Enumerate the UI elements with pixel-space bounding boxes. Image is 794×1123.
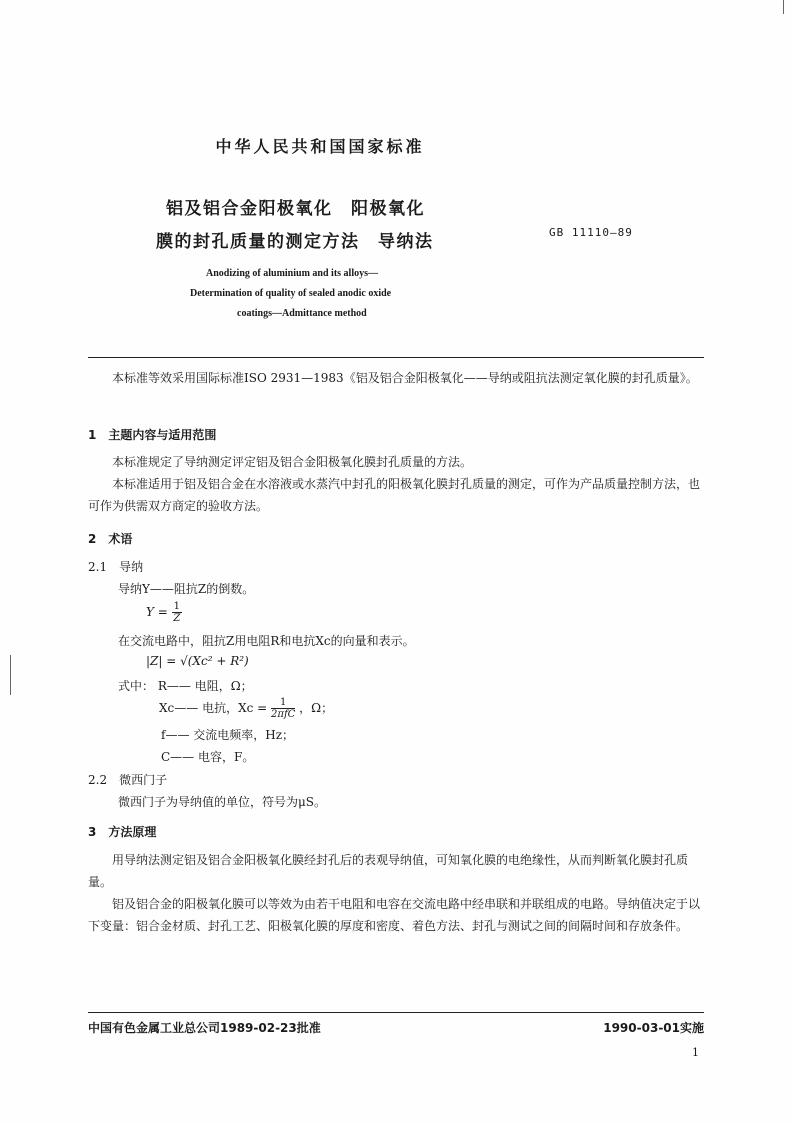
section-1-paragraph-2: 本标准适用于铝及铝合金在水溶液或水蒸汽中封孔的阳极氧化膜封孔质量的测定，可作为产品质量控制方法，也可作为供需双方商定的验收方法。 (88, 477, 701, 513)
english-title-line-1: Anodizing of aluminium and its alloys— (206, 268, 378, 279)
title-line-1: 铝及铝合金阳极氧化 阳极氧化 (166, 199, 425, 219)
reactance-numerator: 1 (271, 697, 295, 709)
section-1-heading: 1 主题内容与适用范围 (88, 428, 217, 442)
reactance-fraction (271, 697, 295, 720)
microsiemens-definition: 微西门子为导纳值的单位，符号为μS。 (118, 795, 327, 809)
equation-admittance-numerator: 1 (173, 601, 180, 612)
section-1-paragraph-1: 本标准规定了导纳测定评定铝及铝合金阳极氧化膜封孔质量的方法。 (112, 455, 473, 469)
equation-admittance-lhs: Y = (146, 605, 168, 619)
where-clause (118, 677, 253, 694)
where-xc-unit: ，Ω； (299, 701, 334, 715)
standard-number: GB 11110—89 (549, 226, 633, 239)
section-3-heading: 3 方法原理 (88, 825, 157, 839)
english-title-line-2: Determination of quality of sealed anodic oxide (190, 288, 392, 299)
where-f: f—— 交流电频率，Hz； (161, 728, 295, 742)
where-label: 式中： (118, 679, 155, 693)
where-r: R—— 电阻，Ω； (157, 679, 253, 693)
scan-margin-mark (10, 655, 11, 695)
equation-admittance (146, 601, 182, 624)
section-2-2-heading: 2.2 微西门子 (88, 773, 168, 787)
reactance-denominator: 2πfC (271, 709, 296, 720)
where-c: C—— 电容，F。 (161, 750, 255, 764)
equation-impedance: |Z| = √(Xc² + R²) (146, 654, 249, 668)
where-xc-text: Xc—— 电抗，Xc = (159, 701, 268, 715)
impedance-description: 在交流电路中，阻抗Z用电阻R和电抗Xc的向量和表示。 (118, 634, 415, 648)
national-standard-heading: 中华人民共和国国家标准 (215, 137, 425, 156)
page-number: 1 (692, 1046, 699, 1059)
equation-admittance-fraction (172, 601, 182, 624)
section-2-heading: 2 术语 (88, 532, 133, 546)
header-divider (88, 357, 704, 358)
equation-admittance-denominator: Z (173, 613, 181, 624)
where-xc (159, 697, 333, 720)
section-2-1-heading: 2.1 导纳 (88, 560, 144, 574)
admittance-definition: 导纳Y——阻抗Z的倒数。 (118, 582, 255, 596)
intro-paragraph: 本标准等效采用国际标准ISO 2931—1983《铝及铝合金阳极氧化——导纳或阻抗法测定氧化膜的封孔质量》。 (112, 371, 698, 385)
section-3-paragraph-1: 用导纳法测定铝及铝合金阳极氧化膜经封孔后的表观导纳值，可知氧化膜的电绝缘性，从而判断氧化膜封孔质量。 (88, 853, 689, 889)
approval-info: 中国有色金属工业总公司1989-02-23批准 (88, 1021, 321, 1035)
footer-divider (88, 1012, 704, 1013)
effective-date: 1990-03-01实施 (603, 1021, 704, 1035)
section-3-paragraph-2: 铝及铝合金的阳极氧化膜可以等效为由若干电阻和电容在交流电路中经串联和并联组成的电路。导纳值决定于以下变量：铝合金材质、封孔工艺、阳极氧化膜的厚度和密度、着色方法、封孔与测试之间的间隔时间和存放条件。 (88, 897, 701, 933)
english-title-line-3: coatings—Admittance method (237, 308, 367, 319)
scan-edge-mark (783, 0, 784, 14)
title-line-2: 膜的封孔质量的测定方法 导纳法 (156, 232, 434, 252)
